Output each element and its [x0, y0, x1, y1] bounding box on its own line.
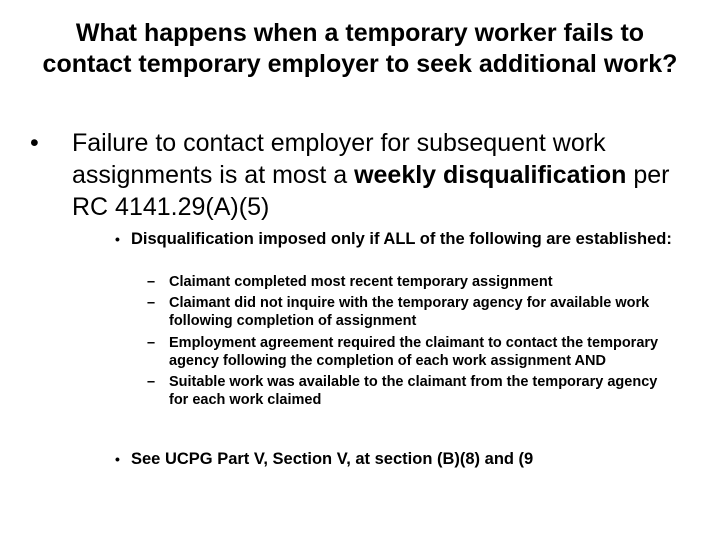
- dash-icon: –: [147, 374, 156, 391]
- sub-bullet-reference: [115, 449, 695, 470]
- dash-icon: –: [147, 295, 156, 312]
- bullet-dot-icon: •: [115, 451, 120, 467]
- sub-bullet-disqualification: [115, 229, 695, 250]
- condition-item: [147, 373, 677, 409]
- dash-icon: –: [147, 274, 156, 290]
- main-bullet-prefix: Failure to contact employer for subsequent work assignments is at most a: [72, 129, 606, 189]
- main-bullet-emphasis: weekly disqualification: [354, 161, 627, 189]
- reference-text: See UCPG Part V, Section V, at section (B)(8) and (9: [131, 450, 534, 468]
- condition-text: Claimant did not inquire with the temporary agency for available work following completion of assignment: [169, 295, 650, 330]
- condition-text: Suitable work was available to the claimant from the temporary agency for each work claimed: [169, 374, 658, 409]
- main-bullet: [30, 127, 690, 223]
- condition-item: [147, 334, 677, 370]
- condition-item: [147, 273, 677, 291]
- dash-icon: –: [147, 334, 156, 351]
- slide-title: What happens when a temporary worker fails to contact temporary employer to seek additional work?: [42, 19, 678, 78]
- bullet-dot-icon: •: [115, 231, 120, 247]
- condition-text: Claimant completed most recent temporary assignment: [169, 274, 553, 290]
- sub-bullet-text: Disqualification imposed only if ALL of the following are established:: [131, 230, 672, 248]
- main-bullet-suffix: per RC 4141.29(A)(5): [72, 161, 670, 221]
- condition-list: [147, 273, 677, 412]
- bullet-dot-icon: •: [30, 129, 39, 157]
- condition-text: Employment agreement required the claimant to contact the temporary agency following the completion of each work assignment AND: [169, 334, 659, 369]
- condition-item: [147, 294, 677, 330]
- main-bullet-text: [72, 127, 690, 223]
